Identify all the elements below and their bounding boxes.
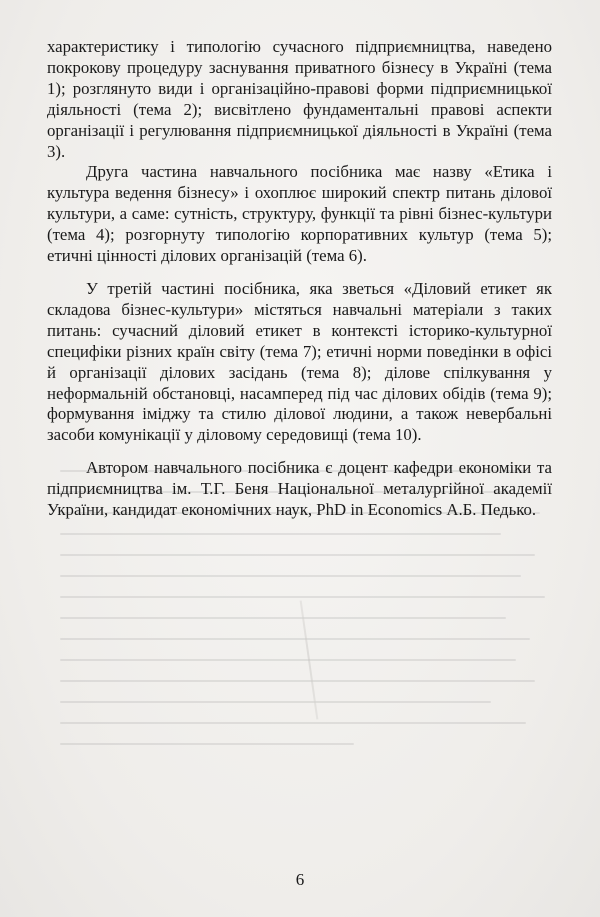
paragraph-1: характеристику і типологію сучасного підприємництва, наведено покрокову процедуру заснування приватного бізнесу в Україні (тема 1); розглянуто види і організаційно-правові форми підприємницької діяльності (тема 2); висвітлено фундаментальні правові аспекти організації і регулювання підприємницької діяльності в Україні (тема 3). xyxy=(47,37,552,161)
paragraph-2: Друга частина навчального посібника має назву «Етика і культура ведення бізнесу» і охоплює широкий спектр питань ділової культури, а саме: сутність, структуру, функції та рівні бізнес-культури (тема 4); розгорнуту типологію корпоративних культур (тема 5); етичні цінності ділових організацій (тема 6). xyxy=(47,162,552,266)
paragraph-3: У третій частині посібника, яка зветься «Діловий етикет як складова бізнес-культури» містяться навчальні матеріали з таких питань: сучасний діловий етикет в контексті історико-культурної специфіки різних країн світу (тема 7); етичні норми поведінки в офісі й організації ділових засідань (тема 8); ділове спілкування у неформальній обстановці, насамперед під час ділових обідів (тема 9); формування іміджу та стилю ділової людини, а також невербальні засоби комунікації у діловому середовищі (тема 10). xyxy=(47,278,552,445)
paragraph-4: Автором навчального посібника є доцент кафедри економіки та підприємництва ім. Т.Г. Беня Національної металургійної академії України, кандидат економічних наук, PhD in Economics А.Б. Педько. xyxy=(47,458,552,520)
paper-crease xyxy=(300,600,319,719)
page-number: 6 xyxy=(295,870,305,889)
body-text xyxy=(47,37,552,521)
